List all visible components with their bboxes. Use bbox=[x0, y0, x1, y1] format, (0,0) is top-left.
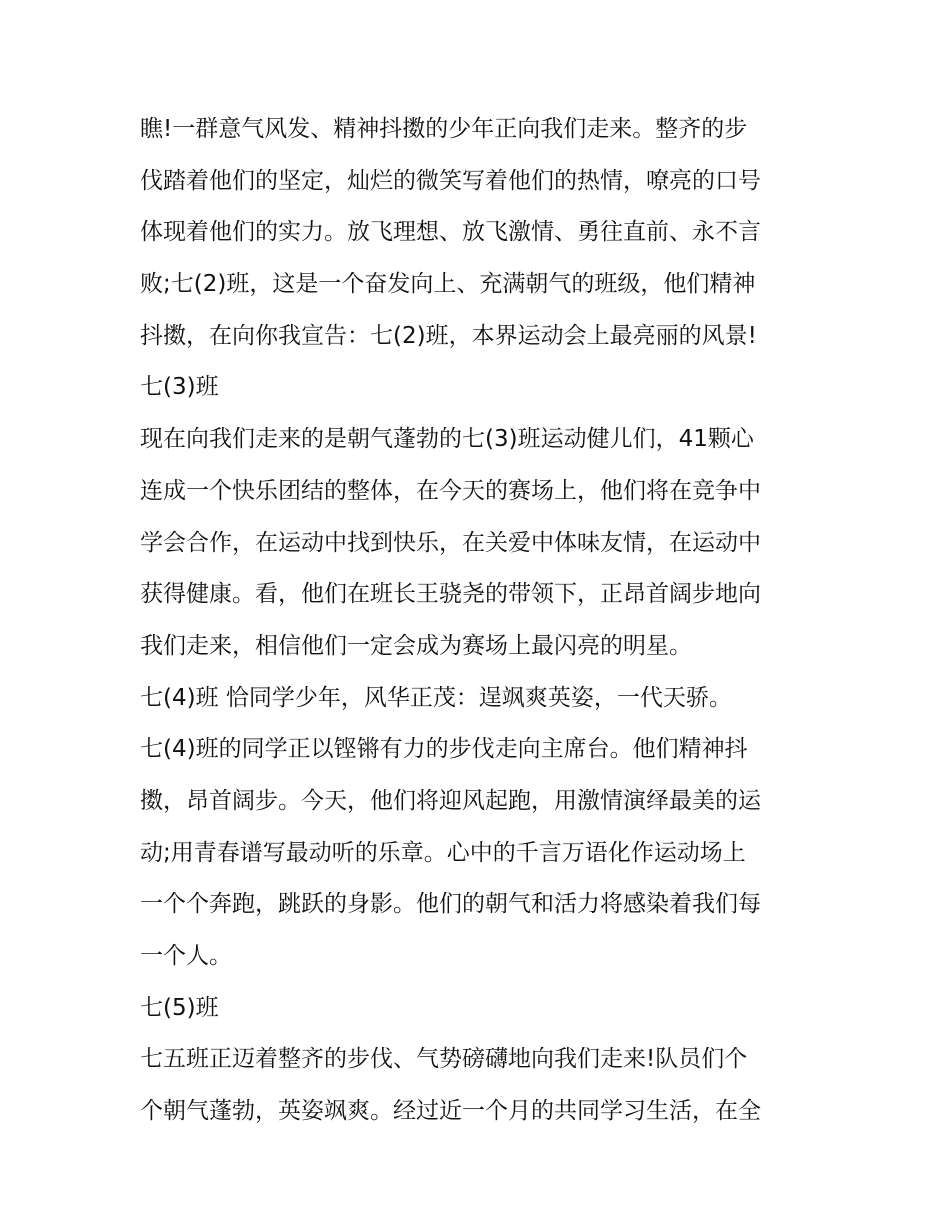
text-line: 抖擞，在向你我宣告：七(2)班，本界运动会上最亮丽的风景! bbox=[140, 322, 757, 349]
text-line: 获得健康。看，他们在班长王骁尧的带领下，正昂首阔步地向 bbox=[140, 581, 761, 608]
text-line: 擞，昂首阔步。今天，他们将迎风起跑，用激情演绎最美的运 bbox=[140, 787, 761, 814]
text-line: 七(4)班的同学正以铿锵有力的步伐走向主席台。他们精神抖 bbox=[140, 736, 748, 763]
text-line: 学会合作，在运动中找到快乐，在关爱中体味友情，在运动中 bbox=[140, 529, 761, 556]
text-line: 败;七(2)班，这是一个奋发向上、充满朝气的班级，他们精神 bbox=[140, 271, 756, 298]
text-line: 一个个奔跑，跳跃的身影。他们的朝气和活力将感染着我们每 bbox=[140, 891, 761, 918]
text-line: 连成一个快乐团结的整体，在今天的赛场上，他们将在竞争中 bbox=[140, 477, 761, 504]
text-line: 瞧!一群意气风发、精神抖擞的少年正向我们走来。整齐的步 bbox=[140, 116, 748, 142]
section-heading-class-7-3: 七(3)班 bbox=[140, 374, 219, 401]
text-line: 个朝气蓬勃，英姿飒爽。经过近一个月的共同学习生活，在全 bbox=[140, 1098, 761, 1125]
text-line: 七五班正迈着整齐的步伐、气势磅礴地向我们走来!队员们个 bbox=[140, 1046, 748, 1073]
text-line: 现在向我们走来的是朝气蓬勃的七(3)班运动健儿们，41颗心 bbox=[140, 426, 754, 453]
text-line: 我们走来，相信他们一定会成为赛场上最闪亮的明星。 bbox=[140, 632, 692, 659]
section-heading-class-7-5: 七(5)班 bbox=[140, 994, 219, 1021]
section-heading-class-7-4: 七(4)班 恰同学少年，风华正茂：逞飒爽英姿，一代天骄。 bbox=[140, 684, 732, 711]
text-line: 动;用青春谱写最动听的乐章。心中的千言万语化作运动场上 bbox=[140, 839, 746, 866]
document-page bbox=[140, 104, 820, 1138]
text-line: 一个人。 bbox=[140, 943, 232, 969]
text-line: 伐踏着他们的坚定，灿烂的微笑写着他们的热情，嘹亮的口号 bbox=[140, 167, 761, 194]
text-line: 体现着他们的实力。放飞理想、放飞激情、勇往直前、永不言 bbox=[140, 219, 761, 246]
